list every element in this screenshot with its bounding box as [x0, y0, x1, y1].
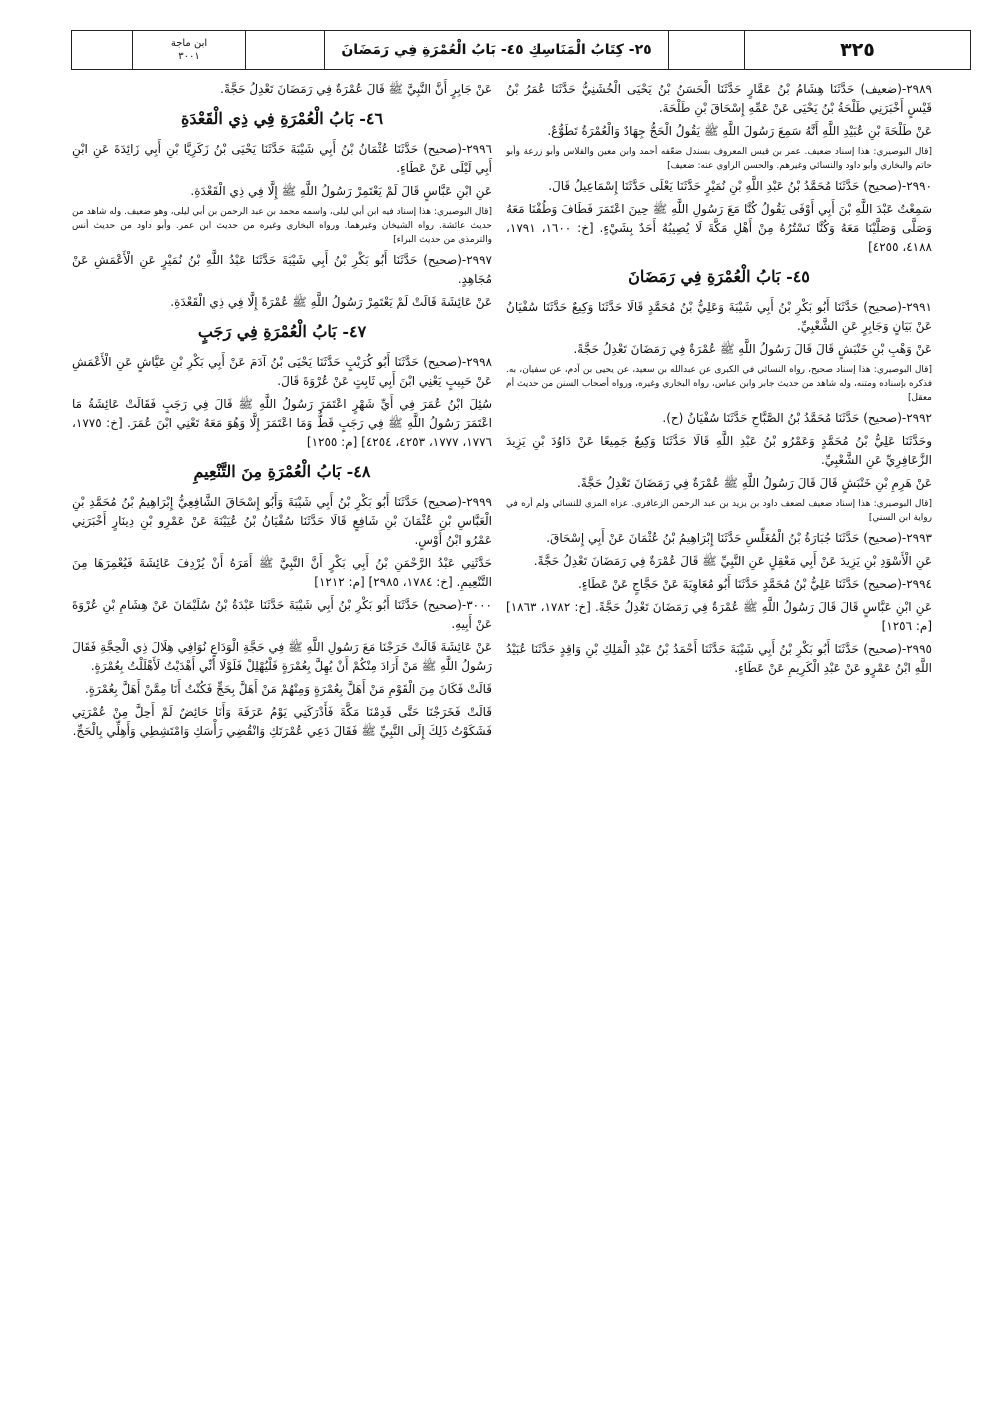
hadith-2999-matn: حَدَّثَنِي عَبْدُ الرَّحْمَنِ بْنُ أَبِي بَكْرٍ أَنَّ النَّبِيَّ ﷺ أَمَرَهُ أَنْ يُرْدِفَ عَائِشَةَ فَيُعْمِرَهَا مِنَ التَّنْعِيمِ. [خ: ١٧٨٤، ٢٩٨٥] [م: ١٢١٢] [72, 556, 492, 589]
header-ref-label: ابن ماجة [170, 38, 208, 49]
hadith-2989-matn: عَنْ طَلْحَةَ بْنِ عُبَيْدِ اللَّهِ أَنَّهُ سَمِعَ رَسُولَ اللَّهِ ﷺ يَقُولُ الْحَجُّ جِهَادٌ وَالْعُمْرَةُ تَطَوُّعٌ. [547, 124, 932, 138]
footnote-2992: [قال البوصيري: هذا إسناد ضعيف لضعف داود بن يزيد بن عبد الرحمن الزعافري. عزاه المزي للنسائي ولم أره في رواية ابن السني] [506, 499, 932, 523]
hadith-2995-isnad: ٢٩٩٥-(صحيح) حَدَّثَنَا أَبُو بَكْرِ بْنُ أَبِي شَيْبَةَ حَدَّثَنَا أَحْمَدُ بْنُ عَبْدِ الْمَلِكِ بْنِ وَاقِدٍ حَدَّثَنَا عُبَيْدُ اللَّهِ ابْنُ عَمْرٍو عَنْ عَبْدِ الْكَرِيمِ عَنْ عَطَاءٍ. [506, 642, 932, 675]
footnote-2989: [قال البوصيري: هذا إسناد ضعيف. عمر بن قيس المعروف بسندل ضعّفه أحمد وابن معين والفلاس وأبو زرعة وأبو حاتم والبخاري وأبو داود والنسائي وغيرهم. والحسن الراوي عنه: ضعيف] [506, 147, 932, 171]
hadith-2999-isnad: ٢٩٩٩-(صحيح) حَدَّثَنَا أَبُو بَكْرِ بْنُ أَبِي شَيْبَةَ وَأَبُو إِسْحَاقَ الشَّافِعِيُّ إِبْرَاهِيمُ بْنُ مُحَمَّدِ بْنِ الْعَبَّاسِ بْنِ عُثْمَانَ بْنِ شَافِعٍ قَالَا حَدَّثَنَا سُفْيَانُ بْنُ عُيَيْنَةَ عَنْ عَمْرِو بْنِ دِينَارٍ أَخْبَرَنِي عَمْرُو ابْنُ أَوْسٍ. [72, 495, 492, 547]
footnote-2991: [قال البوصيري: هذا إسناد صحيح، رواه النسائي في الكبرى عن عبدالله بن سعيد، عن يحيى بن آدم، عن سفيان، به. فذكره بإسناده ومتنه، وله شاهد من حديث جابر وابن عباس، رواه البخاري وغيره، ورواه أصحاب السنن من حديث أم معقل] [506, 365, 932, 403]
hadith-2992-isnad-2: وحَدَّثَنَا عَلِيُّ بْنُ مُحَمَّدٍ وَعَمْرُو بْنُ عَبْدِ اللَّهِ قَالَا حَدَّثَنَا وَكِيعٌ جَمِيعًا عَنْ دَاوُدَ بْنِ يَزِيدَ الزَّعَافِرِيِّ عَنِ الشَّعْبِيِّ. [506, 434, 932, 467]
hadith-2990-matn: سَمِعْتُ عَبْدَ اللَّهِ بْنَ أَبِي أَوْفَى يَقُولُ كُنَّا مَعَ رَسُولِ اللَّهِ ﷺ حِينَ اعْتَمَرَ فَطَافَ وَطُفْنَا مَعَهُ وَصَلَّى وَصَلَّيْنَا مَعَهُ وَكُنَّا نَسْتُرُهُ مِنْ أَهْلِ مَكَّةَ لَا يُصِيبُهُ أَحَدٌ بِشَيْءٍ. [خ: ١٦٠٠، ١٧٩١، ٤١٨٨، ٤٢٥٥] [506, 202, 933, 254]
header-ref-number: ٣٠٠١ [178, 51, 200, 62]
chapter-48-heading: ٤٨- بَابُ الْعُمْرَةِ مِنَ التَّنْعِيمِ [193, 462, 371, 481]
hadith-2989-isnad: ٢٩٨٩-(ضعيف) حَدَّثَنَا هِشَامُ بْنُ عَمَّارٍ حَدَّثَنَا الْحَسَنُ بْنُ يَحْيَى الْخُشَنِيُّ حَدَّثَنَا عُمَرُ بْنُ قَيْسٍ أَخْبَرَنِي طَلْحَةُ بْنُ يَحْيَى عَنْ عَمِّهِ إِسْحَاقَ بْنِ طَلْحَةَ. [506, 82, 932, 115]
hadith-2993-isnad: ٢٩٩٣-(صحيح) حَدَّثَنَا جُبَارَةُ بْنُ الْمُغَلِّسِ حَدَّثَنَا إِبْرَاهِيمُ بْنُ عُثْمَانَ عَنْ أَبِي إِسْحَاقَ. [546, 531, 932, 545]
header-blank-cell [72, 31, 133, 69]
hadith-2996-matn: عَنِ ابْنِ عَبَّاسٍ قَالَ لَمْ يَعْتَمِرْ رَسُولُ اللَّهِ ﷺ إِلَّا فِي ذِي الْقَعْدَةِ. [190, 184, 492, 198]
hadith-2993-matn: عَنِ الْأَسْوَدِ بْنِ يَزِيدَ عَنْ أَبِي مَعْقِلٍ عَنِ النَّبِيِّ ﷺ قَالَ عُمْرَةٌ فِي رَمَضَانَ تَعْدِلُ حَجَّةً. [533, 554, 932, 568]
hadith-3000-matn-3: قَالَتْ فَخَرَجْنَا حَتَّى قَدِمْنَا مَكَّةَ فَأَدْرَكَنِي يَوْمُ عَرَفَةَ وَأَنَا حَائِضٌ لَمْ أَحِلَّ مِنْ عُمْرَتِي فَشَكَوْتُ ذَلِكَ إِلَى النَّبِيِّ ﷺ فَقَالَ دَعِي عُمْرَتَكِ وَانْقُضِي رَأْسَكِ وَامْتَشِطِي وَأَهِلِّي بِالْحَجِّ. [72, 705, 492, 738]
hadith-2995-matn: عَنْ جَابِرٍ أَنَّ النَّبِيَّ ﷺ قَالَ عُمْرَةٌ فِي رَمَضَانَ تَعْدِلُ حَجَّةً. [220, 82, 492, 96]
hadith-2996-isnad: ٢٩٩٦-(صحيح) حَدَّثَنَا عُثْمَانُ بْنُ أَبِي شَيْبَةَ حَدَّثَنَا يَحْيَى بْنُ زَكَرِيَّا بْنِ أَبِي زَائِدَةَ عَنِ ابْنِ أَبِي لَيْلَى عَنْ عَطَاءٍ. [72, 142, 492, 175]
hadith-2998-matn: سُئِلَ ابْنُ عُمَرَ فِي أَيِّ شَهْرٍ اعْتَمَرَ رَسُولُ اللَّهِ ﷺ قَالَ فِي رَجَبٍ فَقَالَتْ عَائِشَةُ مَا اعْتَمَرَ رَسُولُ اللَّهِ ﷺ فِي رَجَبٍ قَطُّ وَمَا اعْتَمَرَ إِلَّا وَهُوَ مَعَهُ تَعْنِي ابْنَ عُمَرَ. [خ: ١٧٧٥، ١٧٧٦، ١٧٧٧، ٤٢٥٣، ٤٢٥٤] [م: ١٢٥٥] [72, 397, 492, 449]
hadith-2990-isnad: ٢٩٩٠-(صحيح) حَدَّثَنَا مُحَمَّدُ بْنُ عَبْدِ اللَّهِ بْنِ نُمَيْرٍ حَدَّثَنَا يَعْلَى حَدَّثَنَا إِسْمَاعِيلُ قَالَ. [548, 179, 932, 193]
hadith-2994-isnad: ٢٩٩٤-(صحيح) حَدَّثَنَا عَلِيُّ بْنُ مُحَمَّدٍ حَدَّثَنَا أَبُو مُعَاوِيَةَ عَنْ حَجَّاجٍ عَنْ عَطَاءٍ. [577, 577, 932, 591]
page-header [71, 30, 971, 70]
hadith-2997-isnad: ٢٩٩٧-(صحيح) حَدَّثَنَا أَبُو بَكْرِ بْنُ أَبِي شَيْبَةَ حَدَّثَنَا عَبْدُ اللَّهِ بْنُ نُمَيْرٍ عَنِ الْأَعْمَشِ عَنْ مُجَاهِدٍ. [72, 253, 492, 286]
left-column [72, 80, 492, 745]
page-number: ٣٢٥ [840, 39, 875, 61]
header-blank-cell [246, 31, 325, 69]
footnote-2996: [قال البوصيري: هذا إسناد فيه ابن أبي ليلى، واسمه محمد بن عبد الرحمن بن أبي ليلى، وهو ضعيف. وله شاهد من حديث عائشة. رواه الشيخان وغيرهما. ورواه البخاري وغيره من حديث ابن عمر. وأبو داود من حديث أنس والترمذي من حديث البراء] [72, 207, 492, 245]
hadith-3000-isnad: ٣٠٠٠-(صحيح) حَدَّثَنَا أَبُو بَكْرِ بْنُ أَبِي شَيْبَةَ حَدَّثَنَا عَبْدَةُ بْنُ سُلَيْمَانَ عَنْ هِشَامِ بْنِ عُرْوَةَ عَنْ أَبِيهِ. [72, 598, 492, 631]
chapter-46-heading: ٤٦- بَابُ الْعُمْرَةِ فِي ذِي الْقَعْدَةِ [180, 109, 384, 128]
hadith-2992-isnad: ٢٩٩٢-(صحيح) حَدَّثَنَا مُحَمَّدُ بْنُ الصَّبَّاحِ حَدَّثَنَا سُفْيَانُ (ح). [662, 411, 932, 425]
header-blank-cell [669, 31, 745, 69]
hadith-2992-matn: عَنْ هَرِمِ بْنِ خَنْبَشٍ قَالَ قَالَ رَسُولُ اللَّهِ ﷺ عُمْرَةٌ فِي رَمَضَانَ تَعْدِلُ حَجَّةً. [577, 476, 932, 490]
hadith-2997-matn: عَنْ عَائِشَةَ قَالَتْ لَمْ يَعْتَمِرْ رَسُولُ اللَّهِ ﷺ عُمْرَةً إِلَّا فِي ذِي الْقَعْدَةِ. [170, 295, 492, 309]
hadith-3000-matn-2: قَالَتْ فَكَانَ مِنَ الْقَوْمِ مَنْ أَهَلَّ بِعُمْرَةٍ وَمِنْهُمْ مَنْ أَهَلَّ بِحَجٍّ فَكُنْتُ أَنَا مِمَّنْ أَهَلَّ بِعُمْرَةٍ. [84, 682, 492, 696]
header-title: ٢٥- كِتَابُ الْمَنَاسِكِ ٤٥- بَابُ الْعُمْرَةِ فِي رَمَضَانَ [325, 31, 669, 69]
hadith-2991-isnad: ٢٩٩١-(صحيح) حَدَّثَنَا أَبُو بَكْرِ بْنُ أَبِي شَيْبَةَ وَعَلِيُّ بْنُ مُحَمَّدٍ قَالَا حَدَّثَنَا وَكِيعٌ حَدَّثَنَا سُفْيَانُ عَنْ بَيَانٍ وَجَابِرٍ عَنِ الشَّعْبِيِّ. [506, 300, 932, 333]
right-column [506, 80, 932, 682]
hadith-2998-isnad: ٢٩٩٨-(صحيح) حَدَّثَنَا أَبُو كُرَيْبٍ حَدَّثَنَا يَحْيَى بْنُ آدَمَ عَنْ أَبِي بَكْرِ بْنِ عَيَّاشٍ عَنِ الْأَعْمَشِ عَنْ حَبِيبٍ يَعْنِي ابْنَ أَبِي ثَابِتٍ عَنْ عُرْوَةَ قَالَ. [72, 355, 492, 388]
hadith-2991-matn: عَنْ وَهْبِ بْنِ خَنْبَشٍ قَالَ قَالَ رَسُولُ اللَّهِ ﷺ عُمْرَةٌ فِي رَمَضَانَ تَعْدِلُ حَجَّةً. [573, 342, 932, 356]
chapter-45-heading: ٤٥- بَابُ الْعُمْرَةِ فِي رَمَضَانَ [628, 267, 810, 286]
hadith-3000-matn: عَنْ عَائِشَةَ قَالَتْ خَرَجْنَا مَعَ رَسُولِ اللَّهِ ﷺ فِي حَجَّةِ الْوَدَاعِ نُوَافِي هِلَالَ ذِي الْحِجَّةِ فَقَالَ رَسُولُ اللَّهِ ﷺ مَنْ أَرَادَ مِنْكُمْ أَنْ يُهِلَّ بِعُمْرَةٍ فَلْيُهْلِلْ فَلَوْلَا أَنِّي أَهْدَيْتُ لَأَهْلَلْتُ بِعُمْرَةٍ. [72, 640, 492, 673]
chapter-47-heading: ٤٧- بَابُ الْعُمْرَةِ فِي رَجَبٍ [197, 322, 367, 341]
hadith-2994-matn: عَنِ ابْنِ عَبَّاسٍ قَالَ قَالَ رَسُولُ اللَّهِ ﷺ عُمْرَةٌ فِي رَمَضَانَ تَعْدِلُ حَجَّةً. [خ: ١٧٨٢، ١٨٦٣] [م: ١٢٥٦] [506, 600, 933, 633]
header-reference [133, 31, 246, 69]
